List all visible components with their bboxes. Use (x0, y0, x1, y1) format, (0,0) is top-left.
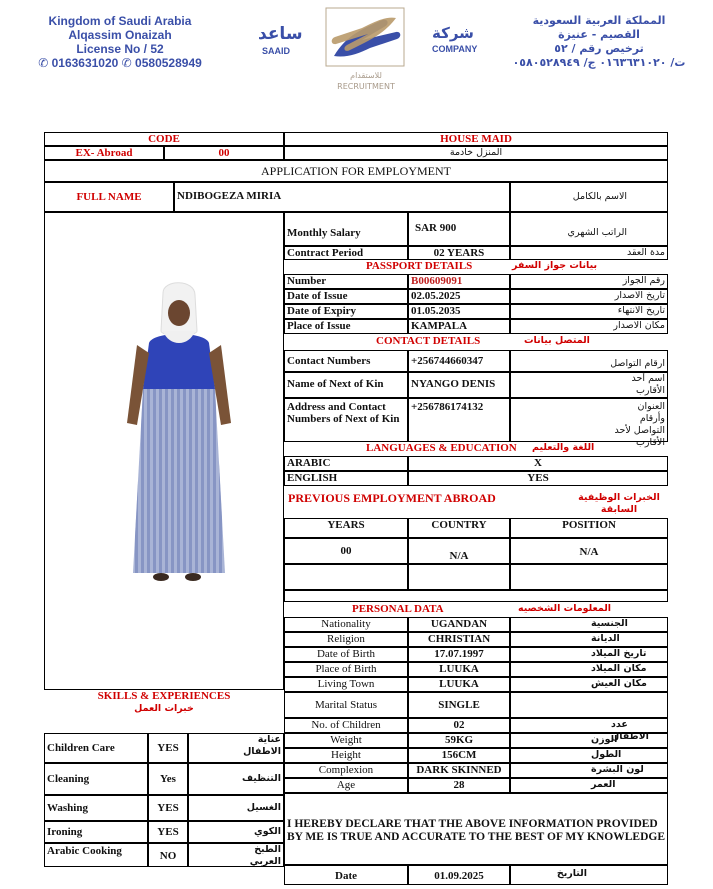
position-title: HOUSE MAID (284, 132, 668, 146)
logo-english: SAAID (262, 46, 291, 56)
col-country: COUNTRY (408, 518, 510, 538)
date-arabic: التاريخ (510, 865, 668, 885)
skill-arabic: الغسيل (188, 795, 284, 821)
personal-value: 156CM (408, 748, 510, 763)
skill-value: NO (148, 843, 188, 867)
next-of-kin-value: NYANGO DENIS (408, 372, 510, 398)
skill-arabic: التنظيف (188, 763, 284, 795)
personal-arabic: الوزن (510, 733, 668, 748)
skill-label: Children Care (44, 733, 148, 763)
personal-arabic: عدد الاطفال (510, 718, 668, 733)
passport-value: 01.05.2035 (408, 304, 510, 319)
application-title: APPLICATION FOR EMPLOYMENT (44, 160, 668, 182)
logo-arabic: ساعد (258, 24, 303, 44)
personal-value: UGANDAN (408, 617, 510, 632)
date-label: Date (284, 865, 408, 885)
language-label: ARABIC (284, 456, 408, 471)
employment-title-arabic: الخبرات الوظيفية السابقة (578, 492, 660, 515)
skill-value: YES (148, 733, 188, 763)
passport-arabic: مكان الاصدار (510, 319, 668, 334)
date-value: 01.09.2025 (408, 865, 510, 885)
passport-label: Place of Issue (284, 319, 408, 334)
period-label: Contract Period (284, 246, 408, 260)
personal-value: LUUKA (408, 677, 510, 692)
spacer-row (284, 590, 668, 602)
header-line: ترخيص رقم / ٥٢ (554, 42, 644, 55)
languages-title-arabic: اللغة والتعليم (532, 442, 595, 453)
position-arabic: المنزل خادمة (284, 146, 668, 160)
contact-title: CONTACT DETAILS (376, 335, 481, 347)
personal-label: Age (284, 778, 408, 793)
personal-arabic: لون البشرة (510, 763, 668, 778)
header-line: المملكة العربية السعودية (532, 14, 666, 27)
passport-value: KAMPALA (408, 319, 510, 334)
passport-value: 02.05.2025 (408, 289, 510, 304)
company-english: COMPANY (432, 44, 478, 54)
col-position: POSITION (510, 518, 668, 538)
passport-arabic: رقم الجواز (510, 274, 668, 289)
personal-arabic: الطول (510, 748, 668, 763)
skills-title-arabic: خبرات العمل (134, 703, 194, 714)
personal-label: Date of Birth (284, 647, 408, 662)
passport-title: PASSPORT DETAILS (366, 260, 473, 272)
personal-value: LUUKA (408, 662, 510, 677)
passport-arabic: تاريخ الاصدار (510, 289, 668, 304)
personal-label: No. of Children (284, 718, 408, 733)
personal-value: 59KG (408, 733, 510, 748)
personal-arabic: تاريخ الميلاد (510, 647, 668, 662)
skills-title: SKILLS & EXPERIENCES (97, 690, 231, 702)
personal-arabic: الديانة (510, 632, 668, 647)
employment-empty (284, 564, 408, 590)
language-label: ENGLISH (284, 471, 408, 486)
header-line: القصيم - عنيزة (558, 28, 640, 41)
personal-arabic: مكان العيش (510, 677, 668, 692)
salary-arabic: الراتب الشهري (510, 212, 668, 246)
passport-label: Date of Expiry (284, 304, 408, 319)
full-name-value: NDIBOGEZA MIRIA (174, 182, 510, 212)
skill-arabic: الطبخ العربي (188, 843, 284, 867)
skill-value: YES (148, 821, 188, 843)
personal-value: 28 (408, 778, 510, 793)
personal-title: PERSONAL DATA (352, 603, 444, 615)
header-line: Alqassim Onaizah (68, 28, 172, 42)
address-value: +256786174132 (408, 398, 510, 442)
company-arabic: شركة (432, 24, 474, 42)
header-line: Kingdom of Saudi Arabia (48, 14, 192, 28)
col-years: YEARS (284, 518, 408, 538)
passport-value: B00609091 (408, 274, 510, 289)
declaration-text: I HEREBY DECLARE THAT THE ABOVE INFORMATION PROVIDED BY ME IS TRUE AND ACCURATE TO THE BEST OF MY KNOWLEDGE (284, 793, 668, 865)
personal-title-arabic: المعلومات الشخصيه (518, 603, 612, 614)
period-value: 02 YEARS (408, 246, 510, 260)
skill-value: YES (148, 795, 188, 821)
passport-arabic: تاريخ الانتهاء (510, 304, 668, 319)
passport-title-arabic: بيانات جواز السفر (512, 260, 598, 271)
skill-label: Washing (44, 795, 148, 821)
period-arabic: مدة العقد (510, 246, 668, 260)
skill-arabic: الكوي (188, 821, 284, 843)
skill-label: Arabic Cooking (44, 843, 148, 867)
header-line: License No / 52 (76, 42, 164, 56)
skill-label: Cleaning (44, 763, 148, 795)
salary-label: Monthly Salary (284, 212, 408, 246)
photo-frame (44, 212, 284, 690)
employment-country: N/A (408, 538, 510, 564)
personal-label: Religion (284, 632, 408, 647)
language-value: X (408, 456, 668, 471)
recruitment-english: RECRUITMENT (337, 82, 395, 91)
salary-value: SAR 900 (408, 212, 510, 246)
personal-label: Height (284, 748, 408, 763)
employment-empty (408, 564, 510, 590)
personal-label: Weight (284, 733, 408, 748)
skill-value: Yes (148, 763, 188, 795)
skill-label: Ironing (44, 821, 148, 843)
employment-position: N/A (510, 538, 668, 564)
passport-label: Date of Issue (284, 289, 408, 304)
contact-numbers-value: +256744660347 (408, 350, 510, 372)
code-value: EX- Abroad (44, 146, 164, 160)
language-value: YES (408, 471, 668, 486)
full-name-label: FULL NAME (44, 182, 174, 212)
passport-label: Number (284, 274, 408, 289)
contact-title-arabic: المتصل بيانات (524, 335, 590, 346)
personal-label: Nationality (284, 617, 408, 632)
personal-arabic: مكان الميلاد (510, 662, 668, 677)
employment-empty (510, 564, 668, 590)
address-label: Address and Contact Numbers of Next of Kin (284, 398, 408, 442)
code-label: CODE (44, 132, 284, 146)
personal-value: DARK SKINNED (408, 763, 510, 778)
contact-numbers-label: Contact Numbers (284, 350, 408, 372)
employment-years: 00 (284, 538, 408, 564)
contact-numbers-arabic: ارقام التواصل (510, 350, 668, 372)
employment-title: PREVIOUS EMPLOYMENT ABROAD (288, 491, 496, 505)
skill-arabic: عناية الاطفال (188, 733, 284, 763)
candidate-photo (45, 213, 283, 689)
personal-arabic (510, 692, 668, 718)
personal-label: Living Town (284, 677, 408, 692)
languages-title: LANGUAGES & EDUCATION (366, 442, 517, 454)
personal-value: 17.07.1997 (408, 647, 510, 662)
personal-arabic: الجنسية (510, 617, 668, 632)
recruitment-arabic: للاستقدام (350, 71, 382, 80)
next-of-kin-arabic: اسم أحد الأقارب (510, 372, 668, 398)
full-name-arabic: الاسم بالكامل (510, 182, 668, 212)
code-number: 00 (164, 146, 284, 160)
header-line: ✆ 0163631020 ✆ 0580528949 (38, 56, 202, 70)
next-of-kin-label: Name of Next of Kin (284, 372, 408, 398)
personal-label: Place of Birth (284, 662, 408, 677)
personal-arabic: العمر (510, 778, 668, 793)
header-line: ت/ ٠١٦٣٦٣١٠٢٠ ج/ ٠٥٨٠٥٢٨٩٤٩ (512, 56, 686, 69)
personal-label: Complexion (284, 763, 408, 778)
personal-value: CHRISTIAN (408, 632, 510, 647)
personal-value: 02 (408, 718, 510, 733)
personal-label: Marital Status (284, 692, 408, 718)
address-arabic: العنوان وأرقام التواصل لأحد الأقارب (510, 398, 668, 442)
personal-value: SINGLE (408, 692, 510, 718)
